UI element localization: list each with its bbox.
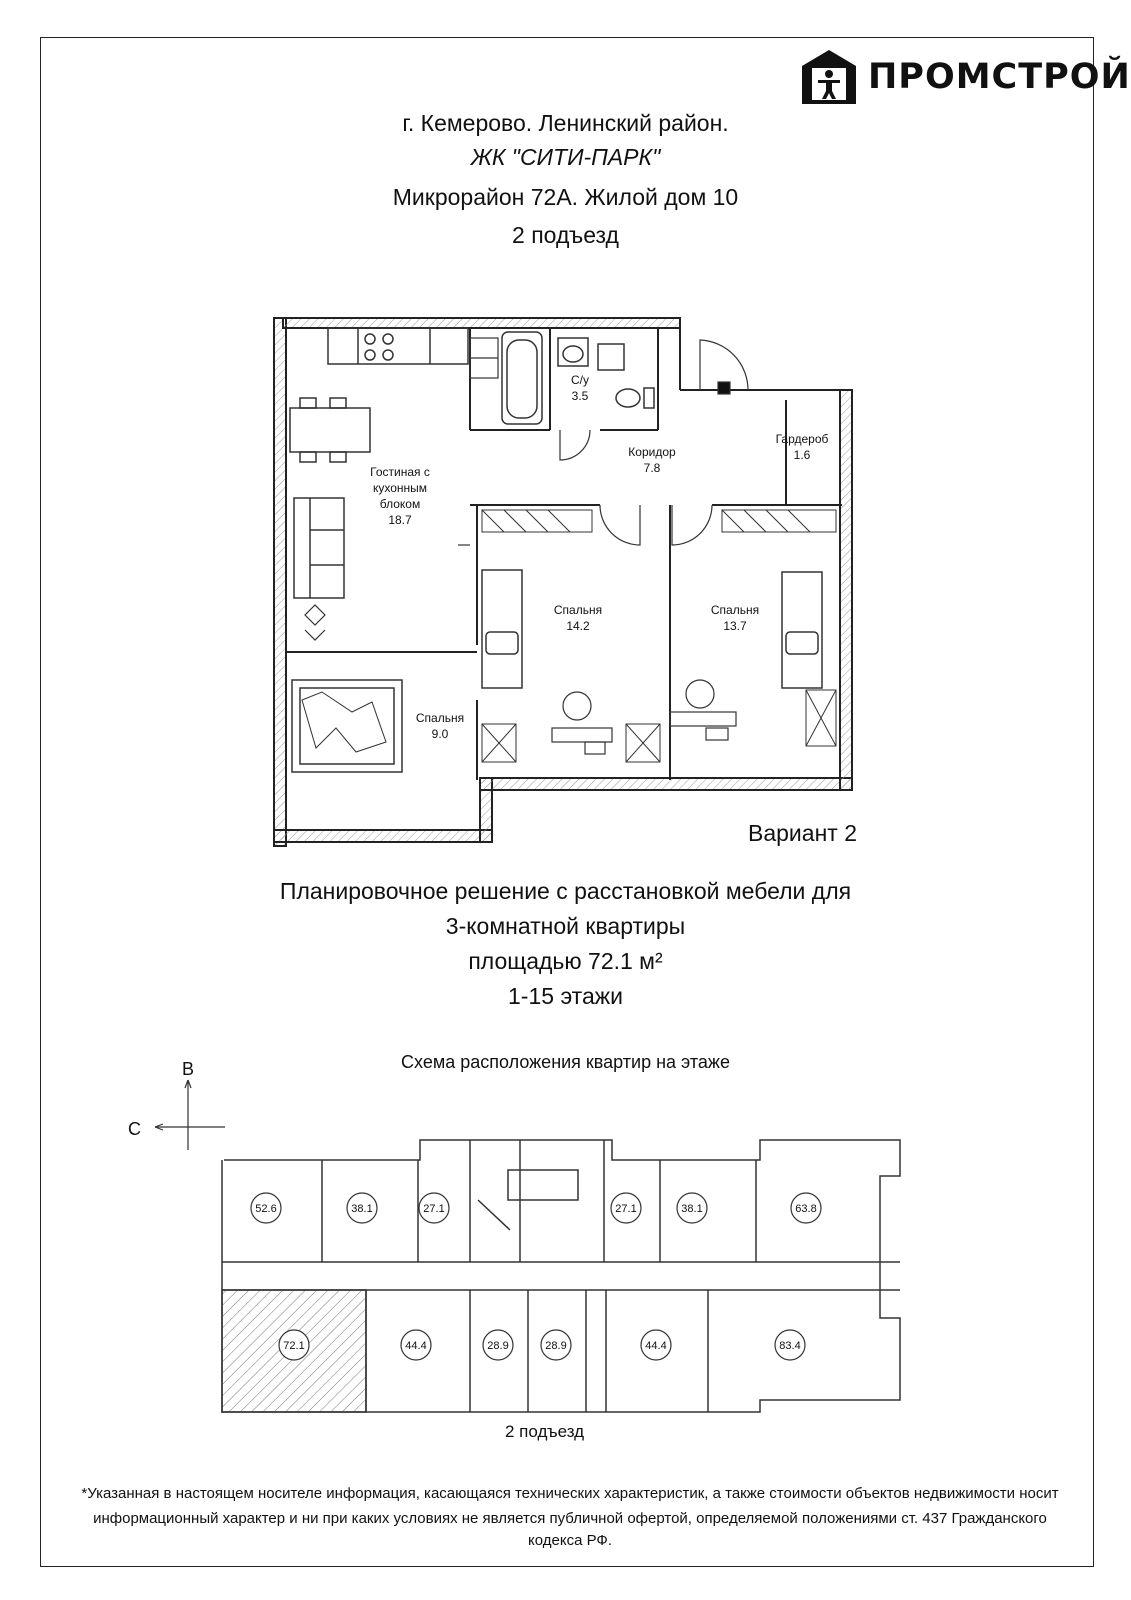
bath-area: 3.5	[571, 389, 589, 403]
bed1-name: Спальня	[553, 603, 603, 617]
variant-label: Вариант 2	[748, 820, 857, 846]
living-area: 18.7	[388, 513, 412, 527]
entrance-door	[700, 340, 748, 394]
desks	[552, 680, 736, 754]
bed1-area: 14.2	[566, 619, 590, 633]
living-name-2: кухонным	[372, 481, 428, 495]
bathtub	[502, 332, 542, 424]
corridor-name: Коридор	[628, 445, 676, 459]
wardrobe-area: 1.6	[793, 448, 811, 462]
apartment-area-label: 27.1	[423, 1203, 445, 1215]
compass-west-label: С	[128, 1119, 141, 1139]
dining-table	[290, 398, 370, 462]
compass-north-label: В	[182, 1059, 195, 1079]
living-name-1: Гостиная с	[370, 465, 430, 479]
closets	[482, 510, 836, 762]
disclaimer-line-2: информационный характер и ни при каких условиях не является публичной офертой, определяемой положениями ст. 437 Гражданского кодекса РФ.	[93, 1510, 1047, 1549]
bed3-area: 9.0	[431, 727, 449, 741]
compass	[155, 1080, 225, 1150]
outer-walls	[274, 318, 852, 846]
scheme-entrance-label: 2 подъезд	[505, 1422, 585, 1441]
plant	[305, 605, 325, 640]
apartment-area-label: 28.9	[545, 1340, 567, 1352]
apartment-area-label: 44.4	[645, 1340, 667, 1352]
bath-name: С/у	[571, 373, 589, 387]
building-line: Микрорайон 72А. Жилой дом 10	[392, 184, 739, 210]
apartment-area-label: 44.4	[405, 1340, 427, 1352]
description-line-1: Планировочное решение с расстановкой мебели для	[279, 878, 852, 904]
apartment-area-label: 72.1	[283, 1340, 305, 1352]
bed2-name: Спальня	[710, 603, 760, 617]
address-line: г. Кемерово. Ленинский район.	[402, 110, 729, 136]
bed3-name: Спальня	[415, 711, 465, 725]
apartment-area-label: 52.6	[255, 1203, 277, 1215]
shaft	[470, 338, 498, 378]
entrance-line: 2 подъезд	[512, 222, 619, 248]
description-line-4: 1-15 этажи	[508, 983, 623, 1009]
apartment-area-label: 63.8	[795, 1203, 817, 1215]
complex-name: ЖК "СИТИ-ПАРК"	[470, 144, 661, 170]
sofa	[294, 498, 344, 598]
wardrobe-name: Гардероб	[775, 432, 829, 446]
description-line-2: 3-комнатной квартиры	[445, 913, 686, 939]
apartment-area-label: 83.4	[779, 1340, 801, 1352]
bed2-area: 13.7	[723, 619, 747, 633]
description-line-3: площадью 72.1 м²	[468, 948, 663, 974]
apartment-area-label: 38.1	[681, 1203, 703, 1215]
corridor-area: 7.8	[643, 461, 661, 475]
disclaimer-line-1: *Указанная в настоящем носителе информация, касающаяся технических характеристик, а также стоимости объектов недвижимости носит	[81, 1485, 1059, 1502]
scheme-title: Схема расположения квартир на этаже	[401, 1052, 730, 1072]
apartment-area-label: 38.1	[351, 1203, 373, 1215]
brand-name: ПРОМСТРОЙ	[868, 57, 1131, 97]
kitchen-counter	[328, 328, 468, 364]
living-name-3: блоком	[379, 497, 421, 511]
apartment-area-label: 27.1	[615, 1203, 637, 1215]
apartment-area-label: 28.9	[487, 1340, 509, 1352]
